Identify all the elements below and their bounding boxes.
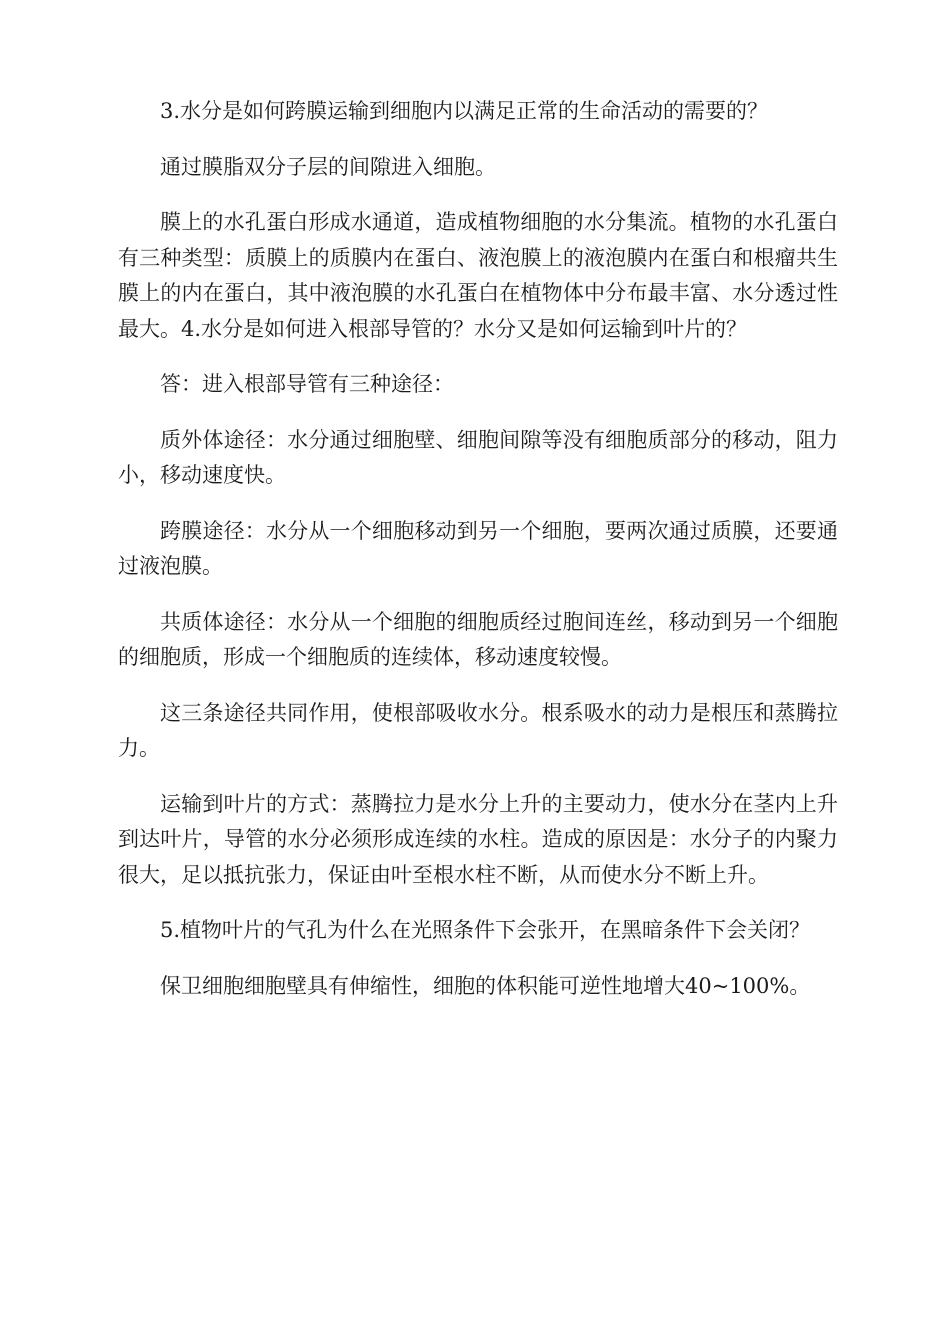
paragraph-question-3: 3.水分是如何跨膜运输到细胞内以满足正常的生命活动的需要的？	[160, 99, 769, 123]
paragraph-guard-cell: 保卫细胞细胞壁具有伸缩性，细胞的体积能可逆性地增大40~100%。	[160, 973, 811, 998]
paragraph-apoplast-pathway: 质外体途径：水分通过细胞壁、细胞间隙等没有细胞质部分的移动，阻力小，移动速度快。	[118, 427, 838, 487]
paragraph-root-absorption-summary: 这三条途径共同作用，使根部吸收水分。根系吸水的动力是根压和蒸腾拉力。	[118, 700, 838, 760]
paragraph-aquaporin: 膜上的水孔蛋白形成水通道，造成植物细胞的水分集流。植物的水孔蛋白有三种类型：质膜上的质膜内在蛋白、液泡膜上的液泡膜内在蛋白和根瘤共生膜上的内在蛋白，其中液泡膜的水孔蛋白在植物体中分布最丰富、水分透过性最大。4.水分是如何进入根部导管的？水分又是如何运输到叶片的？	[118, 210, 838, 341]
paragraph-transport-to-leaf: 运输到叶片的方式：蒸腾拉力是水分上升的主要动力，使水分在茎内上升到达叶片，导管的水分必须形成连续的水柱。造成的原因是：水分子的内聚力很大，足以抵抗张力，保证由叶至根水柱不断，从而使水分不断上升。	[118, 791, 838, 887]
paragraph-transmembrane-pathway: 跨膜途径：水分从一个细胞移动到另一个细胞，要两次通过质膜，还要通过液泡膜。	[118, 518, 838, 578]
paragraph-answer-three-pathways: 答：进入根部导管有三种途径：	[160, 372, 454, 396]
document-body	[118, 94, 838, 1004]
paragraph-question-5: 5.植物叶片的气孔为什么在光照条件下会张开，在黑暗条件下会关闭？	[160, 918, 811, 942]
paragraph-symplast-pathway: 共质体途径：水分从一个细胞的细胞质经过胞间连丝，移动到另一个细胞的细胞质，形成一个细胞质的连续体，移动速度较慢。	[118, 609, 838, 669]
paragraph-answer-lipid-bilayer: 通过膜脂双分子层的间隙进入细胞。	[160, 154, 496, 179]
